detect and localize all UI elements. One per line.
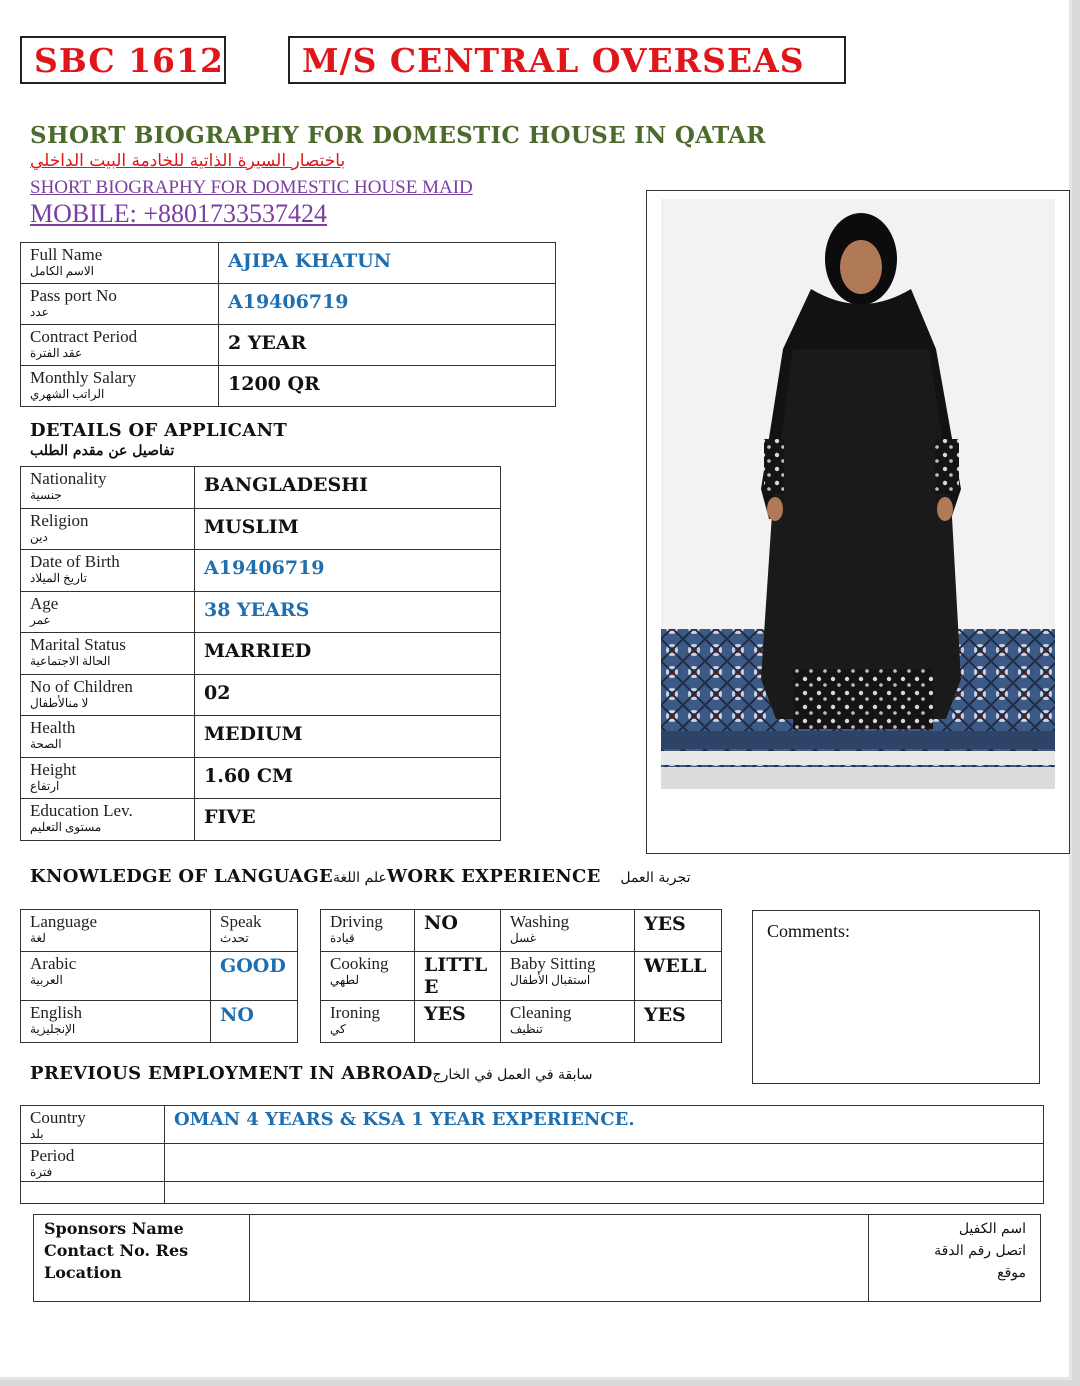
knowledge-title: KNOWLEDGE OF LANGUAGE	[30, 866, 334, 887]
field-label-cell	[21, 243, 219, 284]
field-value: MARRIED	[195, 633, 501, 675]
sponsor-name-label-arabic: اسم الكفيل	[958, 1221, 1026, 1237]
field-label: Arabic	[30, 954, 77, 973]
table-row	[21, 674, 501, 716]
work-skill-arabic: قيادة	[330, 931, 355, 945]
details-title: DETAILS OF APPLICANT	[30, 420, 288, 441]
field-label-cell	[21, 952, 211, 1001]
subtitle: SHORT BIOGRAPHY FOR DOMESTIC HOUSE MAID	[30, 177, 473, 198]
field-value: YES	[635, 910, 722, 952]
field-value: AJIPA KHATUN	[219, 243, 556, 284]
field-value: NO	[415, 910, 501, 952]
field-label: Monthly Salary	[30, 368, 137, 387]
field-label-cell	[21, 716, 195, 758]
field-value: MUSLIM	[195, 508, 501, 550]
field-label: Religion	[30, 510, 89, 530]
speak-header-arabic: تحدث	[220, 931, 249, 945]
period-value	[165, 1144, 1044, 1182]
field-label-arabic: الصحة	[30, 737, 62, 751]
field-value: 38 YEARS	[195, 591, 501, 633]
previous-employment-title-arabic: سابقة في العمل في الخارج	[432, 1067, 593, 1083]
period-label: Period	[30, 1146, 75, 1165]
field-label: Date of Birth	[30, 552, 120, 571]
work-skill-label	[501, 910, 635, 952]
work-skill: Washing	[510, 912, 570, 931]
field-label-cell	[21, 325, 219, 366]
table-row	[21, 633, 501, 675]
field-label-arabic: الإنجليزية	[30, 1022, 76, 1036]
country-label-arabic: بلد	[30, 1127, 44, 1141]
photo-frame	[646, 190, 1070, 854]
table-row	[21, 952, 298, 1001]
field-label-cell	[21, 467, 195, 509]
field-label-cell	[21, 366, 219, 407]
work-skill-label	[501, 1001, 635, 1043]
field-label-cell	[21, 284, 219, 325]
work-experience-table	[320, 909, 722, 1043]
country-label: Country	[30, 1108, 86, 1127]
mobile-number: MOBILE: +8801733537424	[30, 199, 328, 228]
field-label-arabic: مستوى التعليم	[30, 820, 102, 834]
table-row	[21, 325, 556, 366]
empty-cell	[21, 1182, 165, 1204]
work-skill: Driving	[330, 912, 383, 931]
field-value: FIVE	[195, 799, 501, 841]
field-label-arabic: عدد	[30, 305, 49, 319]
field-label-arabic: الحالة الاجتماعية	[30, 654, 111, 668]
previous-employment-heading	[30, 1063, 592, 1084]
language-header-label: Language	[30, 912, 98, 931]
field-value: GOOD	[211, 952, 298, 1001]
speak-header-label: Speak	[220, 912, 262, 931]
field-value: YES	[415, 1001, 501, 1043]
field-value: 02	[195, 674, 501, 716]
work-skill-arabic: تنظيف	[510, 1022, 543, 1036]
knowledge-title-arabic: علم اللغة	[333, 870, 387, 886]
field-label-cell	[21, 799, 195, 841]
table-row	[21, 550, 501, 592]
sponsor-contact-label-arabic: اتصل رقم الدقة	[934, 1243, 1026, 1259]
sponsor-labels	[34, 1215, 250, 1301]
field-value: YES	[635, 1001, 722, 1043]
table-row	[21, 284, 556, 325]
previous-employment-title: PREVIOUS EMPLOYMENT IN ABROAD	[30, 1063, 433, 1084]
speak-header	[211, 910, 298, 952]
field-value: 1200 QR	[219, 366, 556, 407]
field-label-cell	[21, 633, 195, 675]
work-skill: Cooking	[330, 954, 389, 973]
field-label-cell	[21, 757, 195, 799]
field-label: Health	[30, 718, 76, 737]
language-header	[21, 910, 211, 952]
applicant-details-table	[20, 466, 501, 841]
field-label: English	[30, 1003, 82, 1022]
empty-cell	[165, 1182, 1044, 1204]
comments-label: Comments:	[767, 921, 851, 941]
field-label: Contract Period	[30, 327, 138, 346]
sponsor-location-label-arabic: موقع	[997, 1265, 1026, 1281]
table-row	[21, 799, 501, 841]
work-experience-title: WORK EXPERIENCE	[386, 866, 601, 887]
reference-box: SBC 1612	[20, 36, 226, 84]
field-label: Full Name	[30, 245, 103, 264]
field-label: No of Children	[30, 676, 133, 696]
work-skill-label	[321, 910, 415, 952]
table-row	[21, 366, 556, 407]
table-row	[321, 910, 722, 952]
sponsor-box	[33, 1214, 1041, 1302]
table-row	[21, 591, 501, 633]
sponsor-name-label: Sponsors Name	[44, 1219, 184, 1238]
work-skill-arabic: لطهي	[330, 973, 360, 987]
field-label-arabic: تاريخ الميلاد	[30, 571, 87, 585]
table-row	[21, 508, 501, 550]
field-label-arabic: عمر	[30, 612, 51, 627]
country-label-cell	[21, 1106, 165, 1144]
basic-info-table	[20, 242, 556, 407]
field-label-arabic: ارتفاع	[30, 778, 60, 793]
field-value: BANGLADESHI	[195, 467, 501, 509]
language-table	[20, 909, 298, 1043]
field-label-arabic: عقد الفترة	[30, 346, 83, 360]
comments-box	[752, 910, 1040, 1084]
field-label-arabic: جنسية	[30, 488, 62, 502]
sponsor-labels-arabic	[868, 1215, 1040, 1301]
field-label-arabic: الراتب الشهري	[30, 387, 105, 401]
work-skill: Cleaning	[510, 1003, 572, 1022]
field-label: Nationality	[30, 469, 107, 488]
sponsor-location-label: Location	[44, 1263, 122, 1282]
field-value: LITTLE	[415, 952, 501, 1001]
sponsor-contact-label: Contact No. Res	[44, 1241, 189, 1260]
field-label: Pass port No	[30, 286, 117, 305]
arabic-title: باختصار السيرة الذاتية للخادمة البيت الداخلي	[30, 151, 346, 171]
knowledge-heading	[30, 866, 690, 887]
field-label: Education Lev.	[30, 801, 133, 820]
table-row	[321, 1001, 722, 1043]
field-label-cell	[21, 550, 195, 592]
field-value: A19406719	[219, 284, 556, 325]
field-label-arabic: لا منالأطفال	[30, 695, 89, 710]
field-value: NO	[211, 1001, 298, 1043]
work-skill-label	[321, 952, 415, 1001]
field-value: MEDIUM	[195, 716, 501, 758]
details-title-arabic: تفاصيل عن مقدم الطلب	[30, 443, 175, 459]
work-experience-title-arabic: تجربة العمل	[620, 870, 691, 886]
field-label-cell	[21, 508, 195, 550]
work-skill-arabic: استقبال الأطفال	[510, 973, 591, 987]
work-skill-label	[321, 1001, 415, 1043]
table-row	[21, 757, 501, 799]
work-skill-label	[501, 952, 635, 1001]
field-label: Age	[30, 593, 59, 613]
field-label: Marital Status	[30, 635, 126, 654]
main-title: SHORT BIOGRAPHY FOR DOMESTIC HOUSE IN QATAR	[30, 122, 766, 149]
language-header-arabic: لغة	[30, 931, 46, 945]
field-label-arabic: دين	[30, 529, 48, 544]
field-value: 2 YEAR	[219, 325, 556, 366]
field-value: WELL	[635, 952, 722, 1001]
field-value: 1.60 CM	[195, 757, 501, 799]
language-header-row	[21, 910, 298, 952]
field-label-arabic: العربية	[30, 973, 63, 987]
period-label-arabic: فترة	[30, 1165, 53, 1179]
period-label-cell	[21, 1144, 165, 1182]
field-label-cell	[21, 674, 195, 716]
field-label-arabic: الاسم الكامل	[30, 264, 95, 278]
previous-employment-table	[20, 1105, 1044, 1204]
applicant-photo	[661, 199, 1055, 789]
table-row	[21, 716, 501, 758]
field-label: Height	[30, 759, 77, 779]
work-skill-arabic: غسل	[510, 931, 537, 945]
field-label-cell	[21, 1001, 211, 1043]
table-row	[21, 467, 501, 509]
country-value: OMAN 4 YEARS & KSA 1 YEAR EXPERIENCE.	[165, 1106, 1044, 1144]
table-row	[321, 952, 722, 1001]
work-skill: Ironing	[330, 1003, 381, 1022]
table-row	[21, 243, 556, 284]
table-row	[21, 1001, 298, 1043]
field-label-cell	[21, 591, 195, 633]
agency-box: M/S CENTRAL OVERSEAS	[288, 36, 846, 84]
field-value: A19406719	[195, 550, 501, 592]
work-skill-arabic: كي	[330, 1022, 346, 1036]
work-skill: Baby Sitting	[510, 954, 596, 973]
